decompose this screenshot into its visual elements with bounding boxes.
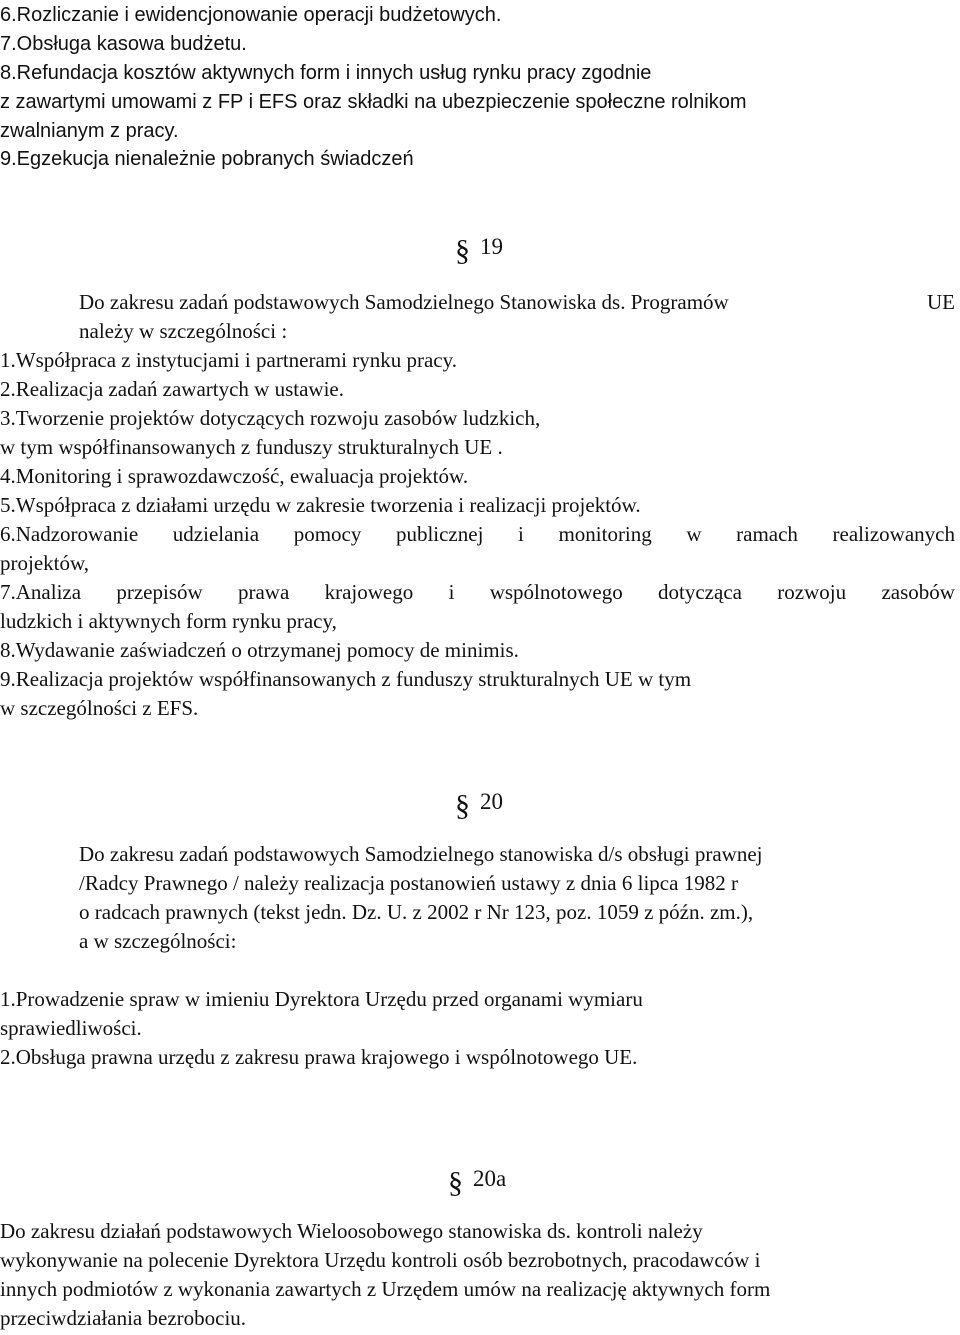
list-item: 8.Refundacja kosztów aktywnych form i innych usług rynku pracy zgodnie bbox=[0, 62, 652, 84]
word: ramach bbox=[736, 522, 798, 546]
section-intro bbox=[79, 292, 955, 313]
word: i bbox=[448, 580, 455, 604]
list-item: zwalnianym z pracy. bbox=[0, 120, 179, 142]
section-heading bbox=[455, 228, 503, 267]
word: przepisów bbox=[116, 580, 203, 604]
list-item: 9.Realizacja projektów współfinansowanych z funduszy strukturalnych UE w tym bbox=[0, 667, 692, 691]
section-intro: a w szczególności: bbox=[79, 929, 237, 953]
section-intro: Do zakresu zadań podstawowych Samodzielnego stanowiska d/s obsługi prawnej bbox=[79, 842, 763, 866]
word: i bbox=[518, 522, 524, 546]
section-number: 20 bbox=[480, 789, 503, 814]
paragraph-line: wykonywanie na polecenie Dyrektora Urzędu kontroli osób bezrobotnych, pracodawców i bbox=[0, 1248, 761, 1272]
intro-text: Do zakresu zadań podstawowych Samodzielnego Stanowiska ds. Programów bbox=[79, 290, 729, 314]
list-item: 8.Wydawanie zaświadczeń o otrzymanej pomocy de minimis. bbox=[0, 638, 519, 662]
word: monitoring bbox=[558, 522, 652, 546]
list-item: 2.Realizacja zadań zawartych w ustawie. bbox=[0, 377, 344, 401]
list-item: w tym współfinansowanych z funduszy strukturalnych UE . bbox=[0, 435, 503, 459]
word: rozwoju bbox=[777, 580, 847, 604]
word: w bbox=[686, 522, 702, 546]
list-item bbox=[0, 524, 955, 545]
word: wspólnotowego bbox=[489, 580, 623, 604]
paragraph-line: przeciwdziałania bezrobociu. bbox=[0, 1306, 247, 1330]
word: prawa bbox=[237, 580, 290, 604]
section-heading bbox=[448, 1160, 507, 1199]
word: krajowego bbox=[324, 580, 414, 604]
word: zasobów bbox=[881, 580, 955, 604]
section-mark: § bbox=[455, 789, 470, 822]
list-item-cont: ludzkich i aktywnych form rynku pracy, bbox=[0, 609, 337, 633]
list-item: z zawartymi umowami z FP i EFS oraz składki na ubezpieczenie społeczne rolnikom bbox=[0, 91, 747, 113]
list-item: 9.Egzekucja nienależnie pobranych świadczeń bbox=[0, 148, 414, 170]
word: publicznej bbox=[395, 522, 484, 546]
list-item: 5.Współpraca z działami urzędu w zakresie tworzenia i realizacji projektów. bbox=[0, 493, 641, 517]
word: 7.Analiza bbox=[0, 580, 82, 604]
word: udzielania bbox=[172, 522, 260, 546]
list-item: 4.Monitoring i sprawozdawczość, ewaluacja projektów. bbox=[0, 464, 469, 488]
list-item: 3.Tworzenie projektów dotyczących rozwoju zasobów ludzkich, bbox=[0, 406, 541, 430]
section-mark: § bbox=[455, 234, 470, 267]
list-item-cont: projektów, bbox=[0, 551, 90, 575]
section-number: 20a bbox=[473, 1166, 507, 1191]
section-intro: /Radcy Prawnego / należy realizacja postanowień ustawy z dnia 6 lipca 1982 r bbox=[79, 871, 738, 895]
paragraph-line: innych podmiotów z wykonania zawartych z Urzędem umów na realizację aktywnych form bbox=[0, 1277, 771, 1301]
list-item: 1.Prowadzenie spraw w imieniu Dyrektora Urzędu przed organami wymiaru bbox=[0, 987, 643, 1011]
list-item bbox=[0, 582, 955, 603]
section-number: 19 bbox=[480, 234, 503, 259]
section-mark: § bbox=[448, 1166, 463, 1199]
list-item: 2.Obsługa prawna urzędu z zakresu prawa krajowego i wspólnotowego UE. bbox=[0, 1045, 638, 1069]
section-intro: o radcach prawnych (tekst jedn. Dz. U. z 2002 r Nr 123, poz. 1059 z późn. zm.), bbox=[79, 900, 754, 924]
section-intro-cont: należy w szczególności : bbox=[79, 319, 288, 343]
list-item: 7.Obsługa kasowa budżetu. bbox=[0, 33, 247, 55]
word: 6.Nadzorowanie bbox=[0, 522, 139, 546]
paragraph-line: Do zakresu działań podstawowych Wieloosobowego stanowiska ds. kontroli należy bbox=[0, 1219, 703, 1243]
intro-text-end: UE bbox=[927, 290, 955, 314]
list-item-cont: w szczególności z EFS. bbox=[0, 696, 199, 720]
word: realizowanych bbox=[832, 522, 955, 546]
word: pomocy bbox=[293, 522, 362, 546]
section-heading bbox=[455, 783, 503, 822]
list-item-cont: sprawiedliwości. bbox=[0, 1016, 142, 1040]
list-item: 1.Współpraca z instytucjami i partnerami rynku pracy. bbox=[0, 348, 457, 372]
list-item: 6.Rozliczanie i ewidencjonowanie operacji budżetowych. bbox=[0, 4, 502, 26]
word: dotycząca bbox=[658, 580, 742, 604]
